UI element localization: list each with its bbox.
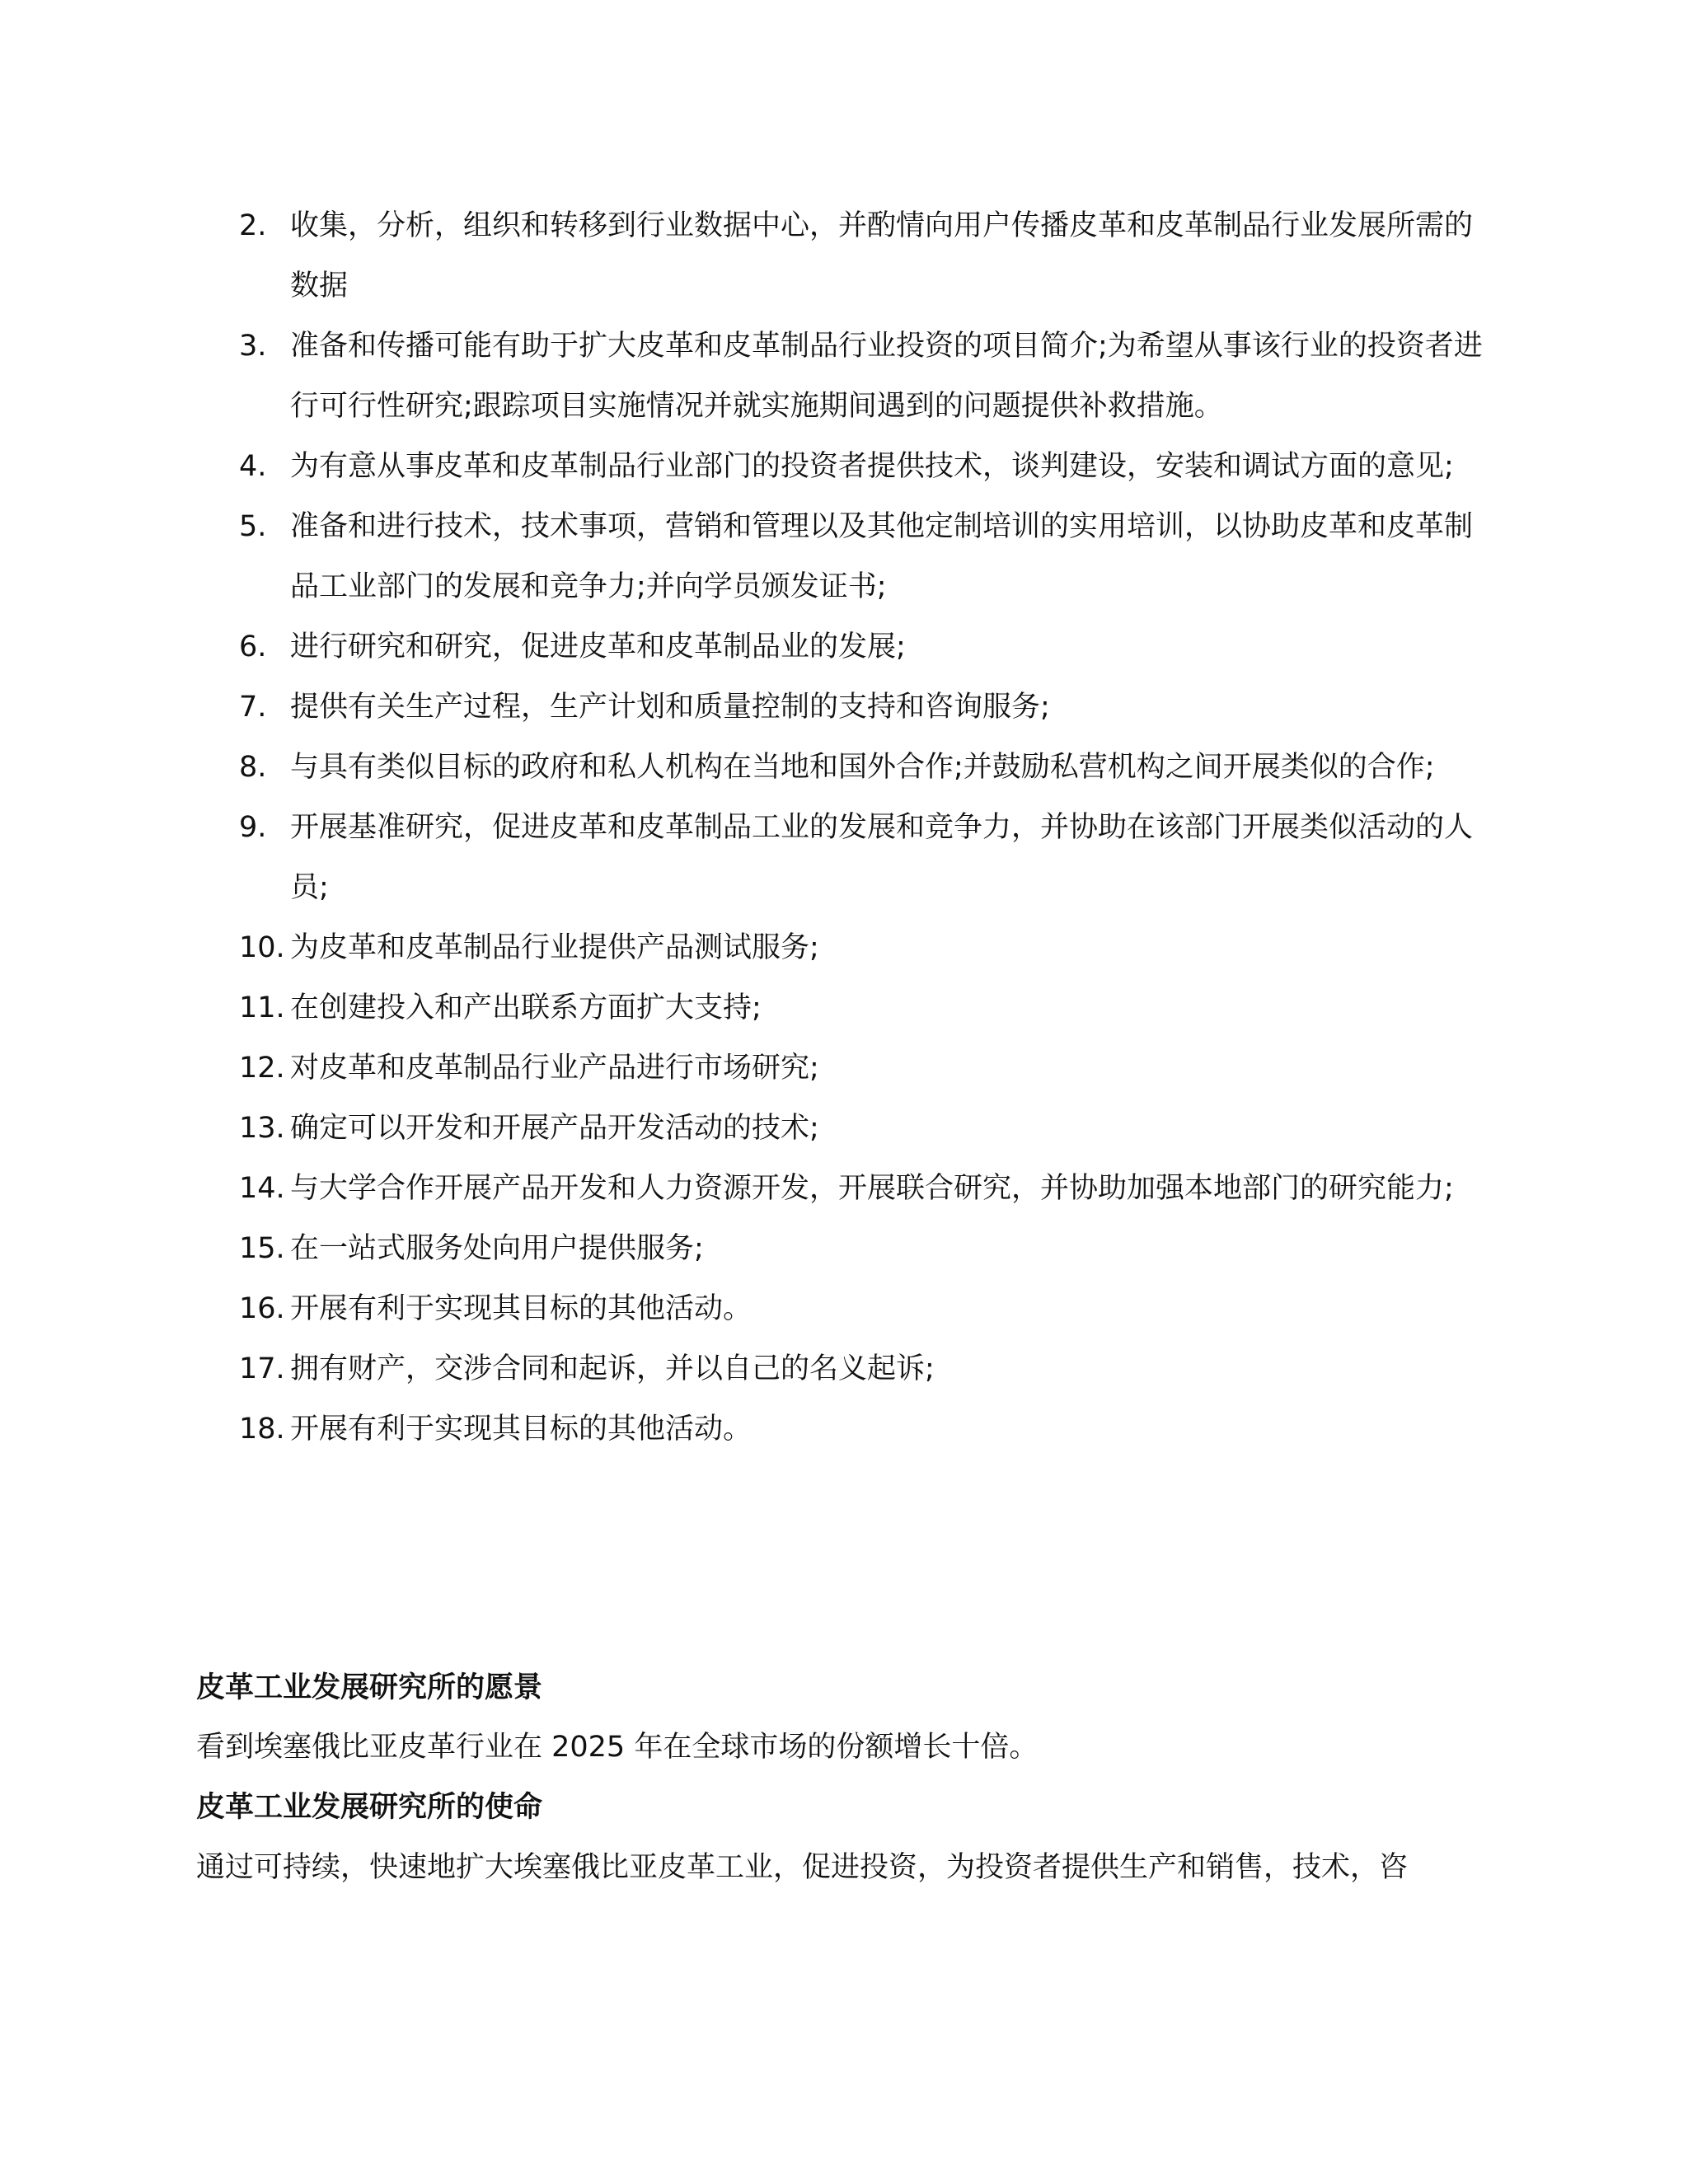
- mission-text: 通过可持续，快速地扩大埃塞俄比亚皮革工业，促进投资，为投资者提供生产和销售，技术，咨: [196, 1851, 1409, 1884]
- list-item: [239, 1279, 1492, 1339]
- list-item: [239, 196, 1492, 316]
- list-item-number: 7.: [239, 691, 267, 724]
- list-item-number: 3.: [239, 330, 267, 363]
- numbered-list: [239, 196, 1492, 1460]
- list-item-text: 提供有关生产过程，生产计划和质量控制的支持和咨询服务;: [290, 691, 1050, 724]
- list-item-number: 5.: [239, 510, 267, 543]
- list-item: [239, 677, 1492, 738]
- list-item: [239, 497, 1492, 617]
- list-item: [239, 798, 1492, 918]
- list-item: [239, 1339, 1492, 1399]
- list-item-number: 14.: [239, 1172, 285, 1205]
- list-item-text: 开展有利于实现其目标的其他活动。: [290, 1413, 753, 1446]
- list-item: [239, 1159, 1492, 1219]
- list-item: [239, 437, 1492, 497]
- list-item-text: 在创建投入和产出联系方面扩大支持;: [290, 991, 762, 1024]
- mission-heading: 皮革工业发展研究所的使命: [196, 1791, 543, 1824]
- list-item-number: 12.: [239, 1052, 285, 1085]
- list-item-text: 在一站式服务处向用户提供服务;: [290, 1232, 704, 1265]
- list-item-text: 与大学合作开展产品开发和人力资源开发，开展联合研究，并协助加强本地部门的研究能力;: [290, 1172, 1454, 1205]
- list-item-text: 为有意从事皮革和皮革制品行业部门的投资者提供技术，谈判建设，安装和调试方面的意见;: [290, 450, 1454, 483]
- list-item-number: 8.: [239, 751, 267, 784]
- list-item: [239, 1099, 1492, 1159]
- list-item: [239, 1219, 1492, 1279]
- list-item-text: 确定可以开发和开展产品开发活动的技术;: [290, 1112, 819, 1145]
- vision-text: 看到埃塞俄比亚皮革行业在 2025 年在全球市场的份额增长十倍。: [196, 1731, 1039, 1764]
- list-item: [239, 1038, 1492, 1099]
- list-item-number: 15.: [239, 1232, 285, 1265]
- list-item-text: 对皮革和皮革制品行业产品进行市场研究;: [290, 1052, 819, 1085]
- list-item-text: 与具有类似目标的政府和私人机构在当地和国外合作;并鼓励私营机构之间开展类似的合作;: [290, 751, 1435, 784]
- list-item-number: 9.: [239, 811, 267, 844]
- list-item-text: 进行研究和研究，促进皮革和皮革制品业的发展;: [290, 630, 906, 663]
- list-item-number: 2.: [239, 209, 267, 242]
- list-item-number: 18.: [239, 1413, 285, 1446]
- list-item-text: 准备和传播可能有助于扩大皮革和皮革制品行业投资的项目简介;为希望从事该行业的投资者进行可行性研究;跟踪项目实施情况并就实施期间遇到的问题提供补救措施。: [290, 330, 1483, 423]
- list-item: [239, 316, 1492, 437]
- list-item-number: 17.: [239, 1352, 285, 1385]
- list-item-number: 10.: [239, 931, 285, 964]
- vision-heading: 皮革工业发展研究所的愿景: [196, 1671, 543, 1704]
- list-item-text: 拥有财产，交涉合同和起诉，并以自己的名义起诉;: [290, 1352, 935, 1385]
- list-item-number: 13.: [239, 1112, 285, 1145]
- list-item: [239, 978, 1492, 1038]
- list-item-number: 4.: [239, 450, 267, 483]
- list-item-number: 6.: [239, 630, 267, 663]
- list-item: [239, 738, 1492, 798]
- list-item-text: 收集，分析，组织和转移到行业数据中心，并酌情向用户传播皮革和皮革制品行业发展所需的数据: [290, 209, 1474, 302]
- list-item-text: 开展基准研究，促进皮革和皮革制品工业的发展和竞争力，并协助在该部门开展类似活动的人员;: [290, 811, 1474, 904]
- list-item-text: 开展有利于实现其目标的其他活动。: [290, 1292, 753, 1325]
- list-item: [239, 918, 1492, 978]
- list-item: [239, 617, 1492, 677]
- list-item-number: 11.: [239, 991, 285, 1024]
- list-item: [239, 1399, 1492, 1460]
- list-item-text: 为皮革和皮革制品行业提供产品测试服务;: [290, 931, 819, 964]
- list-item-text: 准备和进行技术，技术事项，营销和管理以及其他定制培训的实用培训，以协助皮革和皮革制品工业部门的发展和竞争力;并向学员颁发证书;: [290, 510, 1474, 603]
- list-item-number: 16.: [239, 1292, 285, 1325]
